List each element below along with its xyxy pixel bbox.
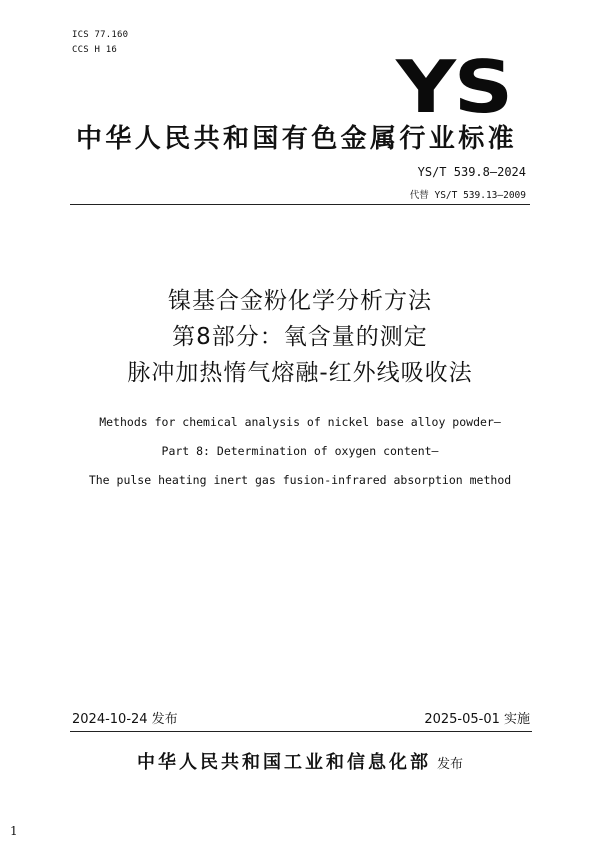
english-title-line-1: Methods for chemical analysis of nickel base alloy powder— bbox=[99, 415, 501, 429]
chinese-title-line-1: 镍基合金粉化学分析方法 bbox=[168, 288, 432, 314]
english-title-line-3: The pulse heating inert gas fusion-infrared absorption method bbox=[88, 473, 512, 487]
publisher-suffix: 发布 bbox=[436, 757, 463, 772]
chinese-title-line-2: 第8部分：氧含量的测定 bbox=[172, 324, 428, 350]
page-number: 1 bbox=[10, 824, 18, 838]
chinese-title-line-3: 脉冲加热惰气熔融-红外线吸收法 bbox=[127, 360, 473, 386]
english-title-line-2: Part 8: Determination of oxygen content— bbox=[161, 444, 439, 458]
standard-category-title: 中华人民共和国有色金属行业标准 bbox=[76, 124, 518, 154]
replaces-standard: 代替 YS/T 539.13—2009 bbox=[409, 190, 526, 201]
issue-date: 2024-10-24 发布 bbox=[72, 712, 178, 727]
ccs-code: CCS H 16 bbox=[72, 45, 117, 55]
header-divider bbox=[70, 204, 530, 205]
standard-number: YS/T 539.8—2024 bbox=[417, 165, 526, 179]
publisher-name: 中华人民共和国工业和信息化部 bbox=[136, 752, 431, 773]
publisher bbox=[0, 748, 600, 774]
ics-code: ICS 77.160 bbox=[72, 30, 129, 40]
ys-logo: YS bbox=[396, 45, 511, 129]
footer-divider bbox=[70, 731, 532, 732]
implementation-date: 2025-05-01 实施 bbox=[424, 712, 530, 727]
